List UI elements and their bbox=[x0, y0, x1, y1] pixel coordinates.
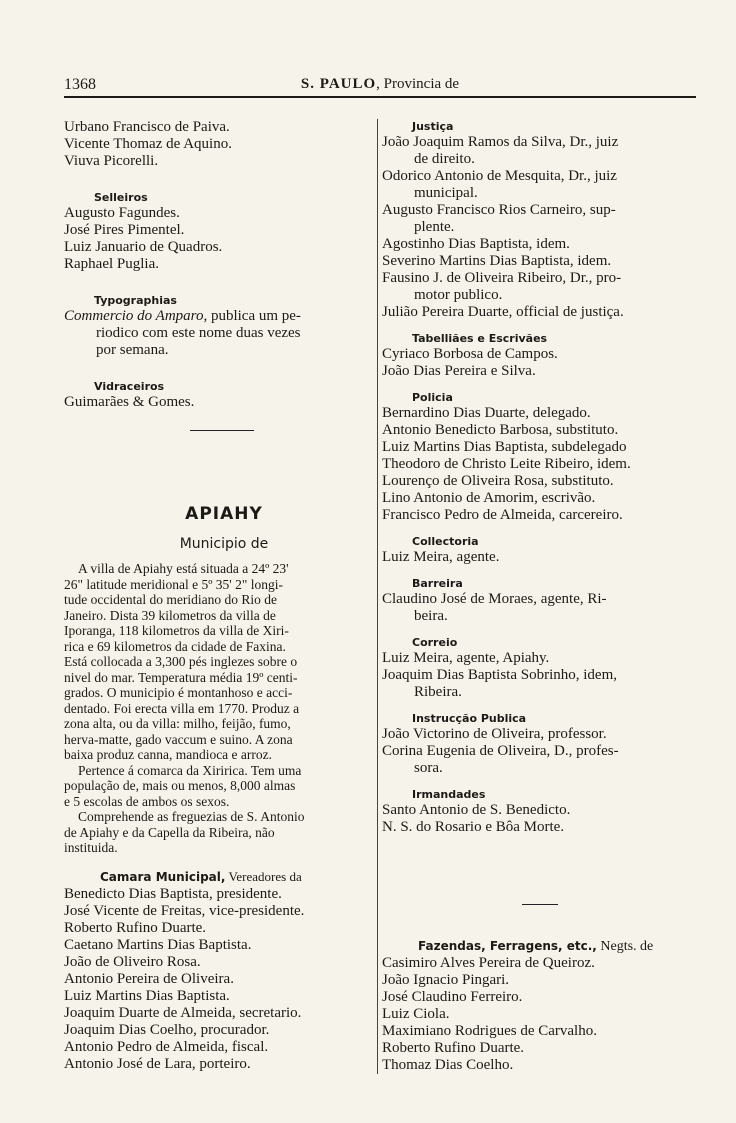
text-line: Joaquim Dias Baptista Sobrinho, idem, bbox=[382, 667, 617, 683]
text-line: Severino Martins Dias Baptista, idem. bbox=[382, 253, 612, 269]
text-line: rica e 69 kilometros da cidade de Faxina. bbox=[64, 638, 286, 654]
fazendas-heading-line bbox=[382, 938, 696, 955]
text-line: Joaquim Dias Coelho, procurador. bbox=[64, 1022, 270, 1038]
section-head-justica: Justiça bbox=[412, 120, 454, 133]
text-line: Antonio Pereira de Oliveira. bbox=[64, 971, 234, 987]
text-line: Urbano Francisco de Paiva. bbox=[64, 119, 230, 135]
typo-line-3: por semana. bbox=[96, 342, 169, 358]
text-line: Comprehende as freguezias de S. Antonio bbox=[78, 809, 305, 824]
text-line: N. S. do Rosario e Bôa Morte. bbox=[382, 819, 565, 835]
text-line: A villa de Apiahy está situada a 24º 23' bbox=[78, 561, 289, 576]
section-head-irmandades: Irmandades bbox=[412, 788, 486, 801]
text-line: Luiz Meira, agente, Apiahy. bbox=[382, 650, 550, 666]
text-line: Ribeira. bbox=[414, 684, 462, 700]
section-head-camara: Camara Municipal, bbox=[100, 870, 226, 884]
text-line: Cyriaco Borbosa de Campos. bbox=[382, 346, 558, 362]
municipality-description bbox=[64, 561, 376, 856]
section-head-barreira: Barreira bbox=[412, 577, 463, 590]
camara-municipal-block bbox=[64, 868, 376, 1073]
section-head-collectoria: Collectoria bbox=[412, 535, 479, 548]
text-line: Raphael Puglia. bbox=[64, 256, 159, 272]
text-line: plente. bbox=[414, 219, 455, 235]
text-line: José Vicente de Freitas, vice-presidente. bbox=[64, 903, 305, 919]
text-line: beira. bbox=[414, 608, 448, 624]
text-line: 26" latitude meridional e 5º 35' 2" longi- bbox=[64, 576, 283, 592]
text-line: João Victorino de Oliveira, professor. bbox=[382, 726, 607, 742]
text-line: Pertence á comarca da Xiririca. Tem uma bbox=[78, 762, 302, 778]
text-line: população de, mais ou menos, 8,000 almas bbox=[64, 778, 296, 793]
text-line: Claudino José de Moraes, agente, Ri- bbox=[382, 591, 607, 607]
text-line: Antonio Benedicto Barbosa, substituto. bbox=[382, 422, 619, 438]
text-line: motor publico. bbox=[414, 287, 503, 303]
text-line: de direito. bbox=[414, 151, 475, 167]
page-number: 1368 bbox=[64, 76, 96, 93]
left-column-top bbox=[64, 119, 374, 411]
text-line: Luiz Meira, agente. bbox=[382, 549, 500, 565]
municipality-title: APIAHY bbox=[185, 504, 263, 524]
text-line: municipal. bbox=[414, 185, 478, 201]
text-line: Casimiro Alves Pereira de Queiroz. bbox=[382, 955, 595, 971]
text-line: Antonio José de Lara, porteiro. bbox=[64, 1056, 251, 1072]
text-line: Antonio Pedro de Almeida, fiscal. bbox=[64, 1039, 269, 1055]
text-line: Iporanga, 118 kilometros da villa de Xiri- bbox=[64, 623, 289, 638]
text-line: Agostinho Dias Baptista, idem. bbox=[382, 236, 570, 252]
text-line: herva-matte, gado vaccum e suino. A zona bbox=[64, 731, 293, 747]
text-line: José Claudino Ferreiro. bbox=[382, 989, 523, 1005]
text-line: João Ignacio Pingari. bbox=[382, 972, 510, 988]
typo-line-1 bbox=[64, 308, 374, 325]
camara-heading-line bbox=[64, 868, 376, 886]
text-line: Luiz Ciola. bbox=[382, 1006, 450, 1022]
text-line: grados. O municipio é montanhoso e acci- bbox=[64, 685, 293, 700]
text-line: Francisco Pedro de Almeida, carcereiro. bbox=[382, 507, 623, 523]
typo-line-1-rest: publica um pe- bbox=[207, 308, 301, 324]
text-line: João de Oliveiro Rosa. bbox=[64, 954, 201, 970]
typo-line-2: riodico com este nome duas vezes bbox=[96, 325, 301, 341]
text-line: Augusto Fagundes. bbox=[64, 205, 180, 221]
text-line: Benedicto Dias Baptista, presidente. bbox=[64, 886, 282, 902]
text-line: Lino Antonio de Amorim, escrivão. bbox=[382, 490, 596, 506]
text-line: Guimarães & Gomes. bbox=[64, 394, 195, 410]
left-separator-rule bbox=[190, 430, 254, 432]
text-line: instituida. bbox=[64, 840, 118, 855]
text-line: Caetano Martins Dias Baptista. bbox=[64, 937, 252, 953]
text-line: Luiz Martins Dias Baptista, subdelegado bbox=[382, 439, 627, 455]
text-line: zona alta, ou da villa: milho, feijão, fumo, bbox=[64, 716, 291, 731]
section-head-fazendas: Fazendas, Ferragens, etc., bbox=[418, 939, 597, 953]
text-line: Vicente Thomaz de Aquino. bbox=[64, 136, 232, 152]
section-head-correio: Correio bbox=[412, 636, 458, 649]
text-line: José Pires Pimentel. bbox=[64, 222, 185, 238]
running-head bbox=[64, 76, 696, 93]
text-line: Roberto Rufino Duarte. bbox=[382, 1040, 525, 1056]
text-line: tude occidental do meridiano do Rio de bbox=[64, 592, 277, 607]
text-line: Theodoro de Christo Leite Ribeiro, idem. bbox=[382, 456, 631, 472]
text-line: de Apiahy e da Capella da Ribeira, não bbox=[64, 824, 275, 840]
camara-heading-rest: Vereadores da bbox=[225, 869, 302, 884]
page-header bbox=[64, 74, 696, 98]
text-line: nivel do mar. Temperatura média 19º centi- bbox=[64, 669, 298, 685]
text-line: dentado. Foi erecta villa em 1770. Produz a bbox=[64, 700, 300, 716]
section-head-tabelliaes: Tabelliães e Escrivães bbox=[412, 332, 548, 345]
right-column bbox=[382, 119, 696, 836]
running-head-province: , Provincia de bbox=[376, 76, 460, 92]
section-head-policia: Policia bbox=[412, 391, 453, 404]
fazendas-block bbox=[382, 938, 696, 1074]
text-line: Corina Eugenia de Oliveira, D., profes- bbox=[382, 743, 619, 759]
text-line: Lourenço de Oliveira Rosa, substituto. bbox=[382, 473, 614, 489]
municipality-subtitle: Municipio de bbox=[179, 536, 269, 552]
text-line: Está collocada a 3,300 pés inglezes sobre o bbox=[64, 654, 298, 669]
section-head-vidraceiros: Vidraceiros bbox=[94, 380, 165, 393]
column-divider bbox=[377, 119, 379, 1074]
text-line: Janeiro. Dista 39 kilometros da villa de bbox=[64, 607, 276, 623]
text-line: Joaquim Duarte de Almeida, secretario. bbox=[64, 1005, 302, 1021]
text-line: Santo Antonio de S. Benedicto. bbox=[382, 802, 571, 818]
text-line: Thomaz Dias Coelho. bbox=[382, 1057, 514, 1073]
text-line: Luiz Januario de Quadros. bbox=[64, 239, 223, 255]
section-head-instrucao: Instrucção Publica bbox=[412, 712, 527, 725]
section-head-typographias: Typographias bbox=[94, 294, 177, 307]
running-head-city: S. PAULO bbox=[300, 76, 377, 92]
text-line: Augusto Francisco Rios Carneiro, sup- bbox=[382, 202, 616, 218]
text-line: Viuva Picorelli. bbox=[64, 153, 159, 169]
section-head-selleiros: Selleiros bbox=[94, 191, 148, 204]
text-line: Maximiano Rodrigues de Carvalho. bbox=[382, 1023, 597, 1039]
text-line: baixa produz canna, mandioca e arroz. bbox=[64, 747, 273, 762]
text-line: e 5 escolas de ambos os sexos. bbox=[64, 793, 230, 809]
fazendas-heading-rest: Negts. de bbox=[596, 939, 654, 954]
text-line: sora. bbox=[414, 760, 443, 776]
typo-italic-title: Commercio do Amparo, bbox=[64, 308, 208, 324]
text-line: Luiz Martins Dias Baptista. bbox=[64, 988, 230, 1004]
text-line: Odorico Antonio de Mesquita, Dr., juiz bbox=[382, 168, 617, 184]
text-line: Roberto Rufino Duarte. bbox=[64, 920, 207, 936]
text-line: Bernardino Dias Duarte, delegado. bbox=[382, 405, 591, 421]
right-separator-rule bbox=[522, 904, 558, 906]
text-line: Julião Pereira Duarte, official de justiça. bbox=[382, 304, 624, 320]
text-line: Fausino J. de Oliveira Ribeiro, Dr., pro- bbox=[382, 270, 622, 286]
text-line: João Dias Pereira e Silva. bbox=[382, 363, 536, 379]
text-line: João Joaquim Ramos da Silva, Dr., juiz bbox=[382, 134, 619, 150]
